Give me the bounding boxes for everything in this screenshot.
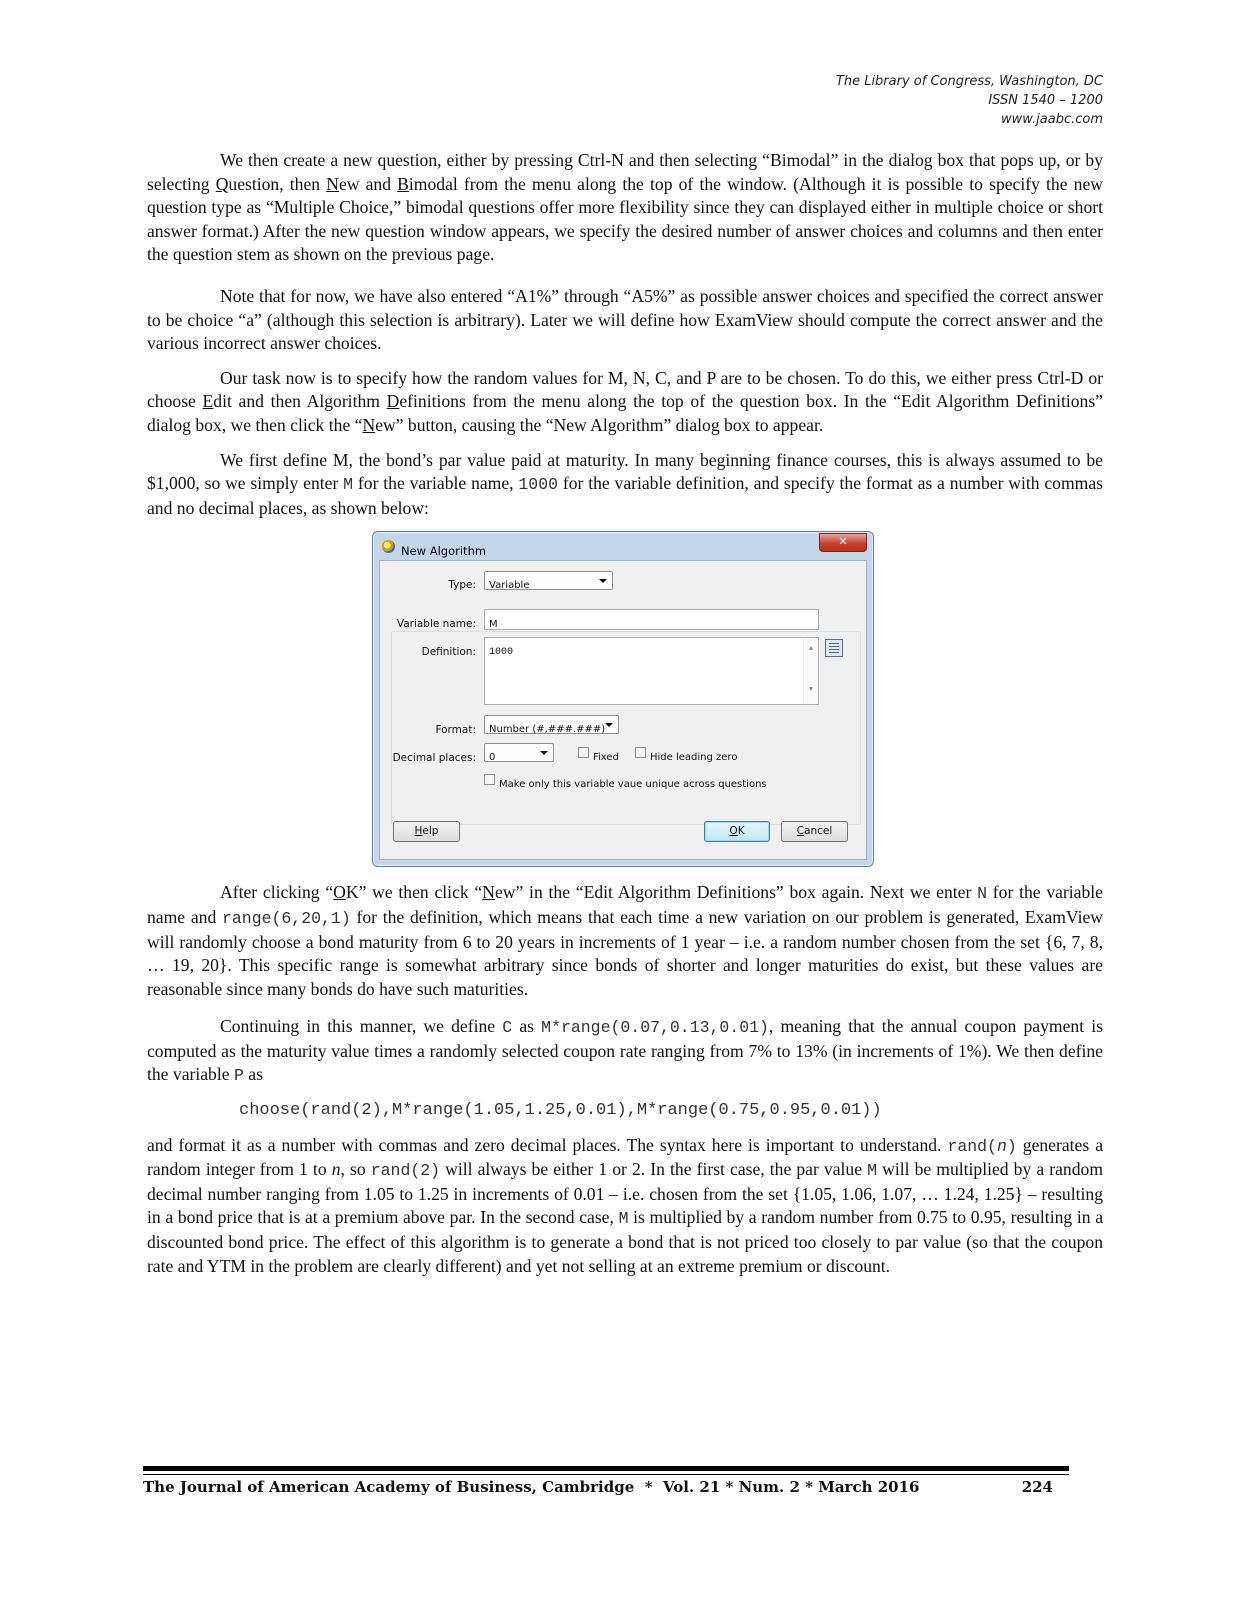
header-library: The Library of Congress, Washington, DC bbox=[835, 74, 1103, 89]
decimal-places-label: Decimal places: bbox=[392, 752, 476, 765]
fixed-checkbox[interactable] bbox=[578, 747, 589, 758]
close-button[interactable]: ✕ bbox=[819, 533, 867, 552]
variable-name-label: Variable name: bbox=[396, 618, 476, 631]
footer-rule-thick bbox=[143, 1466, 1069, 1471]
format-select[interactable] bbox=[484, 715, 619, 734]
new-algorithm-dialog bbox=[372, 531, 874, 867]
paragraph-3: Our task now is to specify how the random values for M, N, C, and P are to be chosen. To do this, we either press Ctrl-D or choose Edit and then Algorithm Definitions from the menu along the top of the question box. In the “Edit Algorithm Definitions” dialog box, we then click the “New” button, causing the “New Algorithm” dialog box to appear. bbox=[147, 367, 1103, 435]
chevron-down-icon bbox=[599, 579, 607, 583]
footer-rule-thin bbox=[143, 1474, 1069, 1475]
definition-label: Definition: bbox=[421, 646, 476, 659]
hide-leading-zero-checkbox[interactable] bbox=[635, 747, 646, 758]
header-url: www.jaabc.com bbox=[1000, 112, 1103, 127]
format-value: Number (#,###.###) bbox=[489, 724, 606, 736]
paragraph-5: After clicking “OK” we then click “New” in the “Edit Algorithm Definitions” box again. Next we enter N for the variable name and range(6,20,1) for the definition, which means that each time a new variation on our problem is generated, ExamView will randomly choose a bond maturity from 6 to 20 years in increments of 1 year – i.e. a random number chosen from the set {6, 7, 8, … 19, 20}. This specific range is somewhat arbitrary since bonds of shorter and longer maturities do exist, but these values are reasonable since many bonds do have such maturities. bbox=[147, 882, 1103, 999]
paragraph-2: Note that for now, we have also entered “A1%” through “A5%” as possible answer choices and specified the correct answer to be choice “a” (although this selection is arbitrary). Later we will define how ExamView should compute the correct answer and the various incorrect answer choices. bbox=[147, 285, 1103, 354]
paragraph-1: We then create a new question, either by pressing Ctrl-N and then selecting “Bimodal” in the dialog box that pops up, or by selecting Question, then New and Bimodal from the menu along the top of the window. (Although it is possible to specify the new question type as “Multiple Choice,” bimodal questions offer more flexibility since they can displayed either in multiple choice or short answer format.) After the new question window appears, we specify the desired number of answer choices and columns and then enter the question stem as shown on the previous page. bbox=[147, 150, 1103, 265]
variable-name-input[interactable]: M bbox=[484, 609, 819, 630]
ok-button[interactable]: OK bbox=[704, 821, 770, 842]
formula-line: choose(rand(2),M*range(1.05,1.25,0.01),M*range(0.75,0.95,0.01)) bbox=[239, 1101, 882, 1121]
running-header bbox=[836, 72, 1103, 129]
app-icon bbox=[382, 540, 395, 553]
decimal-places-select[interactable] bbox=[484, 743, 554, 762]
scroll-up-icon: ▲ bbox=[808, 645, 814, 654]
format-label: Format: bbox=[435, 724, 476, 737]
hide-leading-zero-label: Hide leading zero bbox=[650, 752, 738, 764]
dialog-figure bbox=[147, 531, 1103, 871]
type-value: Variable bbox=[489, 580, 530, 592]
fixed-label: Fixed bbox=[593, 752, 619, 764]
definition-input[interactable] bbox=[484, 637, 819, 705]
help-button[interactable]: Help bbox=[393, 821, 460, 842]
paragraph-4: We first define M, the bond’s par value paid at maturity. In many beginning finance courses, this is always assumed to be $1,000, so we simply enter M for the variable name, 1000 for the variable definition, and specify the format as a number with commas and no decimal places, as shown below: bbox=[147, 449, 1104, 518]
scroll-down-icon: ▼ bbox=[808, 685, 814, 694]
type-select[interactable] bbox=[484, 571, 613, 590]
unique-variable-label: Make only this variable vaue unique across questions bbox=[499, 779, 767, 791]
chevron-down-icon bbox=[605, 723, 613, 727]
decimal-places-value: 0 bbox=[489, 752, 496, 764]
header-issn: ISSN 1540 – 1200 bbox=[988, 93, 1103, 108]
dialog-client bbox=[379, 560, 867, 860]
definition-scrollbar[interactable] bbox=[803, 638, 818, 704]
dialog-title: New Algorithm bbox=[401, 544, 487, 559]
type-label: Type: bbox=[448, 579, 476, 592]
page-number: 224 bbox=[1021, 1478, 1053, 1496]
chevron-down-icon bbox=[540, 751, 548, 755]
paragraph-7: and format it as a number with commas and zero decimal places. The syntax here is important to understand. rand(n) generates a random integer from 1 to n, so rand(2) will always be either 1 or 2. In the first case, the par value M will be multiplied by a random decimal number ranging from 1.05 to 1.25 in increments of 0.01 – i.e. chosen from the set {1.05, 1.06, 1.07, … 1.24, 1.25} – resulting in a bond price that is at a premium above par. In the second case, M is multiplied by a random number from 0.75 to 0.95, resulting in a discounted bond price. The effect of this algorithm is to generate a bond that is not priced too closely to par value (so that the coupon rate and YTM in the problem are clearly different) and yet not selling at an extreme premium or discount. bbox=[147, 1134, 1104, 1276]
cancel-button[interactable]: Cancel bbox=[781, 821, 848, 842]
dialog-titlebar[interactable] bbox=[373, 532, 873, 560]
footer-journal: The Journal of American Academy of Business, Cambridge * Vol. 21 * Num. 2 * March 2016 bbox=[143, 1478, 920, 1496]
definition-value: 1000 bbox=[489, 647, 514, 659]
unique-variable-checkbox[interactable] bbox=[484, 774, 495, 785]
algorithm-builder-icon[interactable] bbox=[825, 639, 843, 657]
article-body bbox=[147, 149, 1103, 1289]
paragraph-6: Continuing in this manner, we define C as M*range(0.07,0.13,0.01), meaning that the annual coupon payment is computed as the maturity value times a randomly selected coupon rate ranging from 7% to 13% (in increments of 1%). We then define the variable P as bbox=[147, 1016, 1103, 1086]
